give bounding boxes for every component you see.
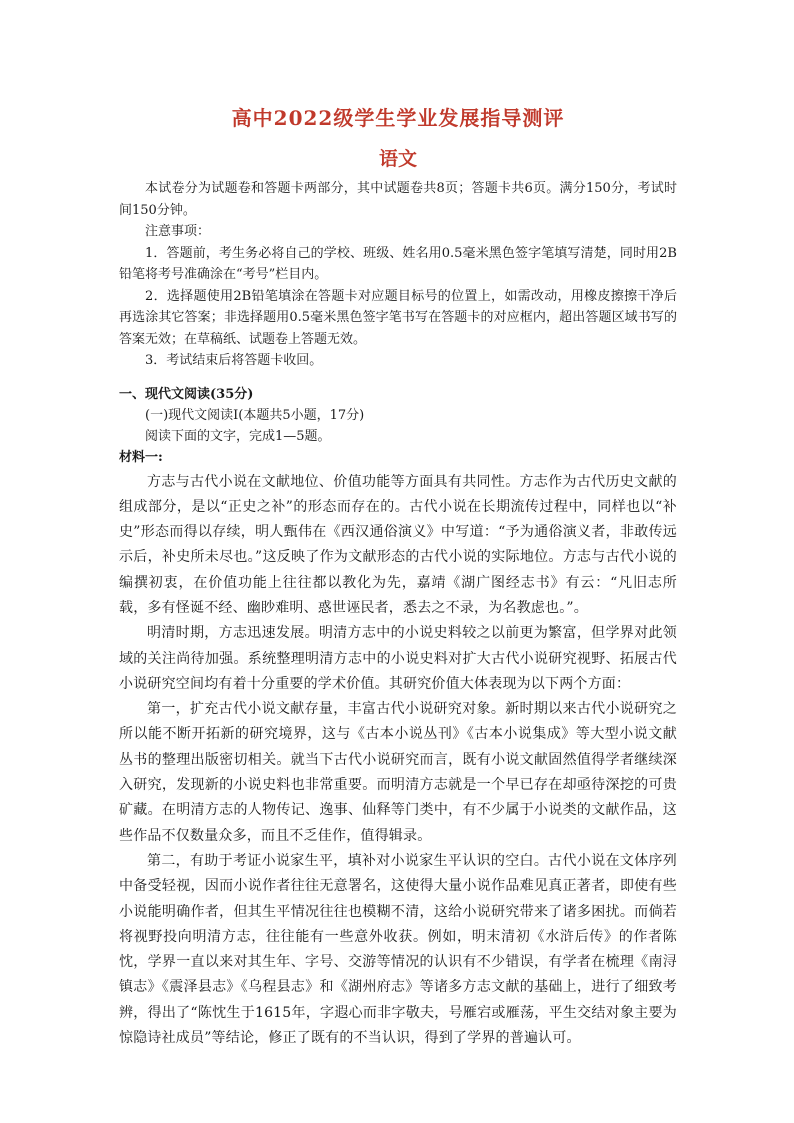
- reading-passage: [119, 470, 677, 1052]
- exam-page: [119, 100, 677, 1051]
- passage-paragraph: 第一，扩充古代小说文献存量，丰富古代小说研究对象。新时期以来古代小说研究之所以能不断开拓新的研究境界，这与《古本小说丛刊》《古本小说集成》等大型小说文献丛书的整理出版密切相关。就当下古代小说研究而言，既有小说文献固然值得学者继续深入研究，发现新的小说史料也非常重要。而明清方志就是一个早已存在却亟待深挖的可贵矿藏。在明清方志的人物传记、逸事、仙释等门类中，有不少属于小说类的文献作品，这些作品不仅数量众多，而且不乏佳作，值得辑录。: [119, 701, 677, 844]
- passage-paragraph: 明清时期，方志迅速发展。明清方志中的小说史料较之以前更为繁富，但学界对此领域的关注尚待加强。系统整理明清方志中的小说史料对扩大古代小说研究视野、拓展古代小说研究空间均有着十分重要的学术价值。其研究价值大体表现为以下两个方面：: [119, 625, 677, 692]
- notice-item-2: 2．选择题使用2B铅笔填涂在答题卡对应题目标号的位置上，如需改动，用橡皮擦擦干净后再选涂其它答案；非选择题用0.5毫米黑色签字笔书写在答题卡的对应框内，超出答题区域书写的答案无效；在草稿纸、试题卷上答题无效。: [119, 288, 677, 347]
- exam-title: 高中2022级学生学业发展指导测评: [231, 106, 565, 130]
- reading-instruction: 阅读下面的文字，完成1—5题。: [145, 428, 331, 444]
- subject-title: 语文: [378, 148, 417, 170]
- passage-paragraph: 第二，有助于考证小说家生平，填补对小说家生平认识的空白。古代小说在文体序列中备受轻视，因而小说作者往往无意署名，这使得大量小说作品难见真正著者，即使有些小说能明确作者，但其生平情况往往也模糊不清，这给小说研究带来了诸多困扰。而倘若将视野投向明清方志，往往能有一些意外收获。例如，明末清初《水浒后传》的作者陈忱，学界一直以来对其生年、字号、交游等情况的认识有不少错误，有学者在梳理《南浔镇志》《震泽县志》《乌程县志》和《湖州府志》等诸多方志文献的基础上，进行了细致考辨，得出了“陈忱生于1615年，字遐心而非字敬夫，号雁宕或雁荡，平生交结对象主要为惊隐诗社成员”等结论，修正了既有的不当认识，得到了学界的普遍认可。: [119, 852, 677, 1047]
- section-heading: 一、现代文阅读(35分): [119, 386, 254, 402]
- notice-item-1: 1．答题前，考生务必将自己的学校、班级、姓名用0.5毫米黑色签字笔填写清楚，同时用2B铅笔将考号准确涂在“考号”栏目内。: [119, 245, 677, 282]
- sub-section-heading: (一)现代文阅读Ⅰ(本题共5小题，17分): [145, 407, 365, 423]
- passage-paragraph: 方志与古代小说在文献地位、价值功能等方面具有共同性。方志作为古代历史文献的组成部分，是以“正史之补”的形态而存在的。古代小说在长期流传过程中，同样也以“补史”形态而得以存续，明人甄伟在《西汉通俗演义》中写道：“予为通俗演义者，非敢传远示后，补史所未尽也。”这反映了作为文献形态的古代小说的实际地位。方志与古代小说的编撰初衷，在价值功能上往往都以教化为先，嘉靖《湖广图经志书》有云：“凡旧志所载，多有怪诞不经、幽眇难明、惑世诬民者，悉去之不录，为名教虑也。”。: [119, 473, 677, 616]
- notice-heading: 注意事项：: [145, 224, 211, 239]
- notice-item-3: 3．考试结束后将答题卡收回。: [145, 353, 323, 368]
- exam-instructions: [119, 178, 677, 372]
- intro-paragraph: 本试卷分为试题卷和答题卡两部分，其中试题卷共8页；答题卡共6页。满分150分，考试时间150分钟。: [119, 181, 677, 218]
- material-label: 材料一:: [119, 449, 163, 465]
